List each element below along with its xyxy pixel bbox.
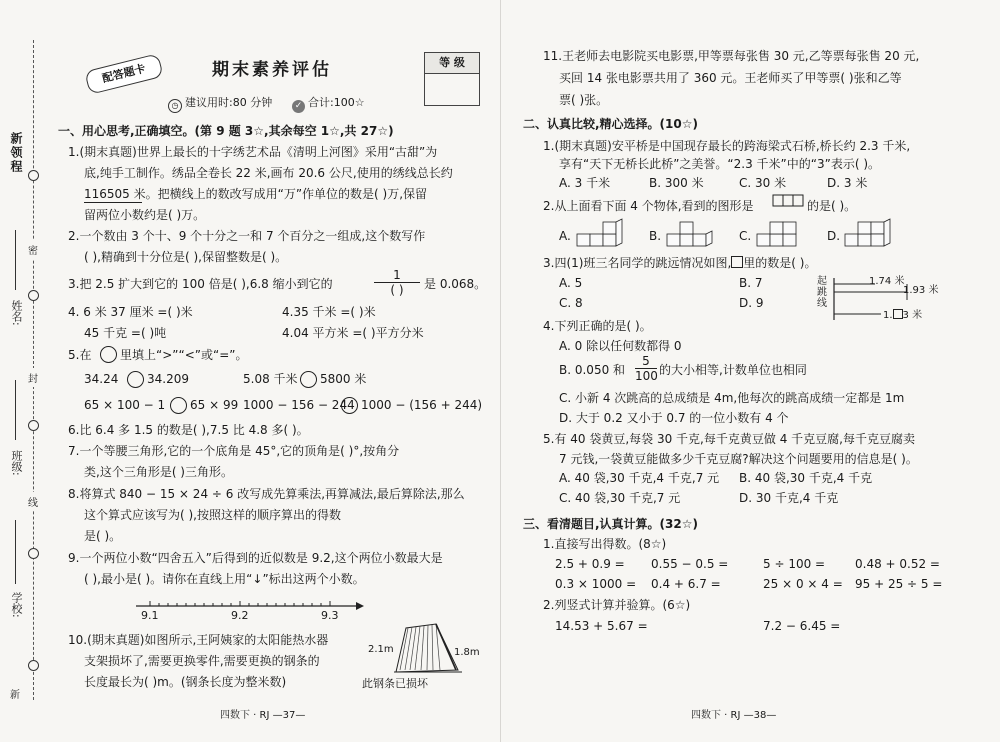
- jump-unknown: 1. 3 米: [883, 310, 923, 321]
- calc-2[interactable]: 0.55 − 0.5 =: [651, 557, 729, 571]
- seal-mi: 密: [28, 240, 38, 259]
- s2-q5-line2: 7 元钱,一袋黄豆能做多少千克豆腐?解决这个问题要用的信息是( )。: [559, 452, 918, 466]
- q9-line2: ( ),最小是( )。请你在直线上用“↓”标出这两个小数。: [84, 572, 365, 586]
- takeoff-line-label: 起跳线: [817, 276, 827, 309]
- s2-q4-opt-d[interactable]: D. 大于 0.2 又小于 0.7 的一位小数有 4 个: [559, 411, 789, 425]
- cube-stack-c-icon: [753, 216, 815, 250]
- q10-line2: 支架损坏了,需要更换零件,需要更换的钢条的: [84, 654, 320, 668]
- q2-line2: ( ),精确到十分位是( ),保留整数是( )。: [84, 250, 288, 264]
- compare-circle-icon: [100, 346, 117, 363]
- gutter-footer-mark: 新: [10, 690, 20, 701]
- s2-q4-opt-a[interactable]: A. 0 除以任何数都得 0: [559, 339, 682, 353]
- s2-q3-opt-c[interactable]: C. 8: [559, 296, 583, 310]
- q1-line3: 116505 米。把横线上的数改写成用“万”作单位的数是( )万,保留: [84, 187, 428, 201]
- q1-line4: 留两位小数约是( )万。: [84, 208, 206, 222]
- s2-q4-opt-b-start[interactable]: B. 0.050 和: [559, 363, 626, 377]
- q5-d-left: 1000 − 156 − 244: [243, 398, 355, 412]
- calc-8[interactable]: 95 + 25 ÷ 5 =: [855, 577, 943, 591]
- s2-q5-opt-b[interactable]: B. 40 袋,30 千克,4 千克: [739, 471, 873, 485]
- calc-4[interactable]: 0.48 + 0.52 =: [855, 557, 940, 571]
- q11-line3: 票( )张。: [559, 93, 609, 107]
- q3-line1: 3.把 2.5 扩大到它的 100 倍是( ),6.8 缩小到它的: [68, 277, 333, 291]
- heater-right-length: 1.8m: [454, 647, 480, 658]
- seal-feng: 封: [28, 368, 38, 387]
- q1-line1: 1.(期末真题)世界上最长的十字绣艺术品《清明上河图》采用“古甜”为: [68, 145, 438, 159]
- binding-gutter: [0, 0, 42, 742]
- total-score: ✓ 合计:100☆: [292, 95, 365, 113]
- heater-caption: 此钢条已损坏: [362, 677, 428, 690]
- s3-q1: 1.直接写出得数。(8☆): [543, 537, 667, 551]
- s2-q1-line2: 享有“天下无桥长此桥”之美誉。“2.3 千米”中的“3”表示( )。: [559, 157, 881, 171]
- s2-q2-opt-a[interactable]: A.: [559, 229, 571, 243]
- s2-q5-opt-a[interactable]: A. 40 袋,30 千克,4 千克,7 元: [559, 471, 720, 485]
- section2-heading: 二、认真比较,精心选择。(10☆): [523, 117, 698, 131]
- suggested-time: ◷ 建议用时:80 分钟: [168, 95, 272, 113]
- name-field-line[interactable]: [15, 230, 16, 290]
- q1-line2: 底,纯手工制作。绣品全卷长 22 米,画布 20.6 公尺,使用的绣线总长约: [84, 166, 453, 180]
- q8-line3: 是( )。: [84, 529, 122, 543]
- q5-instruction: 里填上“>”“<”或“=”。: [120, 348, 248, 362]
- calc-1[interactable]: 2.5 + 0.9 =: [555, 557, 625, 571]
- s2-q4-fraction: $\frac{5}{100}$: [635, 354, 658, 383]
- s2-q4: 4.下列正确的是( )。: [543, 319, 652, 333]
- calc-6[interactable]: 0.4 + 6.7 =: [651, 577, 721, 591]
- q5-c-left: 65 × 100 − 1: [84, 398, 166, 412]
- s2-q2-line1: 2.从上面看下面 4 个物体,看到的图形是: [543, 199, 754, 213]
- cube-stack-a-icon: [573, 218, 635, 250]
- q5-b-right: 5800 米: [320, 372, 367, 386]
- hole-icon: [28, 170, 39, 181]
- s2-q1-opt-a[interactable]: A. 3 千米: [559, 176, 611, 190]
- hole-icon: [28, 290, 39, 301]
- q10-line1: 10.(期末真题)如图所示,王阿姨家的太阳能热水器: [68, 633, 329, 647]
- s3-q2: 2.列竖式计算并验算。(6☆): [543, 598, 691, 612]
- class-field-label: 班级:: [10, 450, 23, 476]
- s2-q5-opt-c[interactable]: C. 40 袋,30 千克,7 元: [559, 491, 681, 505]
- numberline-label-9.3: 9.3: [321, 609, 339, 622]
- s2-q2-opt-d[interactable]: D.: [827, 229, 841, 243]
- brand-logo: 新领程: [9, 132, 23, 174]
- q5-b-left: 5.08 千米: [243, 372, 298, 386]
- q5-b-circle[interactable]: [300, 371, 317, 388]
- q7-line2: 类,这个三角形是( )三角形。: [84, 465, 233, 479]
- right-page: [500, 0, 1000, 742]
- q8-line1: 8.将算式 840 − 15 × 24 ÷ 6 改写成先算乘法,再算减法,最后算除法,那么: [68, 487, 465, 501]
- s2-q3-opt-a[interactable]: A. 5: [559, 276, 583, 290]
- s2-q1-line1: 1.(期末真题)安平桥是中国现存最长的跨海梁式石桥,桥长约 2.3 千米,: [543, 139, 911, 153]
- vertical-calc-1[interactable]: 14.53 + 5.67 =: [555, 619, 648, 633]
- q11-line1: 11.王老师去电影院买电影票,甲等票每张售 30 元,乙等票每张售 20 元,: [543, 49, 920, 63]
- numberline-label-9.2: 9.2: [231, 609, 249, 622]
- hole-icon: [28, 660, 39, 671]
- underline-116505: [84, 202, 142, 203]
- q4-d: 4.04 平方米 =( )平方分米: [282, 326, 424, 340]
- s2-q2-opt-b[interactable]: B.: [649, 229, 662, 243]
- q4-a: 4. 6 米 37 厘米 =( )米: [68, 305, 193, 319]
- s2-q2-opt-c[interactable]: C.: [739, 229, 752, 243]
- s2-q2-line1-end: 的是( )。: [807, 199, 857, 213]
- q5-d-circle[interactable]: [341, 397, 358, 414]
- clock-icon: ◷: [168, 99, 182, 113]
- q5-a-right: 34.209: [147, 372, 189, 386]
- q5-a-circle[interactable]: [127, 371, 144, 388]
- hole-icon: [28, 548, 39, 559]
- q3-line1-end: 是 0.068。: [424, 277, 487, 291]
- top-view-shape-icon: [772, 194, 808, 208]
- s2-q1-opt-b[interactable]: B. 300 米: [649, 176, 704, 190]
- q5-d-right: 1000 − (156 + 244): [361, 398, 483, 412]
- s2-q3-opt-b[interactable]: B. 7: [739, 276, 763, 290]
- blank-square-icon: [731, 256, 743, 268]
- q8-line2: 这个算式应该写为( ),按照这样的顺序算出的得数: [84, 508, 341, 522]
- section3-heading: 三、看清题目,认真计算。(32☆): [523, 517, 698, 531]
- s2-q4-opt-b-end: 的大小相等,计数单位也相同: [659, 363, 807, 377]
- heater-left-length: 2.1m: [368, 644, 394, 655]
- jump-1-93: 1.93 米: [903, 285, 939, 296]
- q6: 6.比 6.4 多 1.5 的数是( ),7.5 比 4.8 多( )。: [68, 423, 309, 437]
- jump-blank-icon: [893, 309, 903, 319]
- school-field-line[interactable]: [15, 520, 16, 584]
- s2-q5-line1: 5.有 40 袋黄豆,每袋 30 千克,每千克黄豆做 4 千克豆腐,每千克豆腐卖: [543, 432, 915, 446]
- calc-7[interactable]: 25 × 0 × 4 =: [763, 577, 843, 591]
- q11-line2: 买回 14 张电影票共用了 360 元。王老师买了甲等票( )张和乙等: [559, 71, 902, 85]
- s2-q4-opt-c[interactable]: C. 小新 4 次跳高的总成绩是 4m,他每次的跳高成绩一定都是 1m: [559, 391, 905, 405]
- q7-line1: 7.一个等腰三角形,它的一个底角是 45°,它的顶角是( )°,按角分: [68, 444, 400, 458]
- class-field-line[interactable]: [15, 380, 16, 440]
- seal-xian: 线: [28, 492, 38, 511]
- section1-heading: 一、用心思考,正确填空。(第 9 题 3☆,其余每空 1☆,共 27☆): [58, 124, 394, 138]
- grade-label: 等 级: [425, 53, 479, 74]
- check-icon: ✓: [292, 100, 305, 113]
- calc-5[interactable]: 0.3 × 1000 =: [555, 577, 637, 591]
- vertical-calc-2[interactable]: 7.2 − 6.45 =: [763, 619, 841, 633]
- s2-q5-opt-d[interactable]: D. 30 千克,4 千克: [739, 491, 839, 505]
- s2-q3-opt-d[interactable]: D. 9: [739, 296, 764, 310]
- school-field-label: 学校:: [10, 592, 23, 618]
- s2-q1-opt-d[interactable]: D. 3 米: [827, 176, 868, 190]
- s2-q3-line1: 3.四(1)班三名同学的跳远情况如图, 里的数是( )。: [543, 256, 817, 270]
- page-title: 期末素养评估: [212, 60, 332, 80]
- s2-q1-opt-c[interactable]: C. 30 米: [739, 176, 787, 190]
- q10-line3: 长度最长为( )m。(钢条长度为整米数): [84, 675, 287, 689]
- hole-icon: [28, 420, 39, 431]
- jump-1-74: 1.74 米: [869, 276, 905, 287]
- q4-b: 4.35 千米 =( )米: [282, 305, 376, 319]
- q5-c-circle[interactable]: [170, 397, 187, 414]
- q9-line1: 9.一个两位小数“四舍五入”后得到的近似数是 9.2,这个两位小数最大是: [68, 551, 443, 565]
- q3-fraction: 1 ( ): [374, 268, 420, 297]
- q2-line1: 2.一个数由 3 个十、9 个十分之一和 7 个百分之一组成,这个数写作: [68, 229, 426, 243]
- cube-stack-b-icon: [663, 218, 725, 250]
- right-page-footer: 四数下 · RJ —38—: [691, 710, 777, 721]
- q5-c-right: 65 × 99: [190, 398, 239, 412]
- calc-3[interactable]: 5 ÷ 100 =: [763, 557, 826, 571]
- grade-box[interactable]: [424, 52, 480, 106]
- q5-prefix: 5.在: [68, 348, 92, 362]
- q5-a-left: 34.24: [84, 372, 119, 386]
- cube-stack-d-icon: [841, 216, 903, 250]
- name-field-label: 姓名:: [10, 300, 23, 326]
- left-page-footer: 四数下 · RJ —37—: [220, 710, 306, 721]
- q4-c: 45 千克 =( )吨: [84, 326, 167, 340]
- answer-card-stamp: 配答题卡: [84, 53, 164, 95]
- numberline-label-9.1: 9.1: [141, 609, 159, 622]
